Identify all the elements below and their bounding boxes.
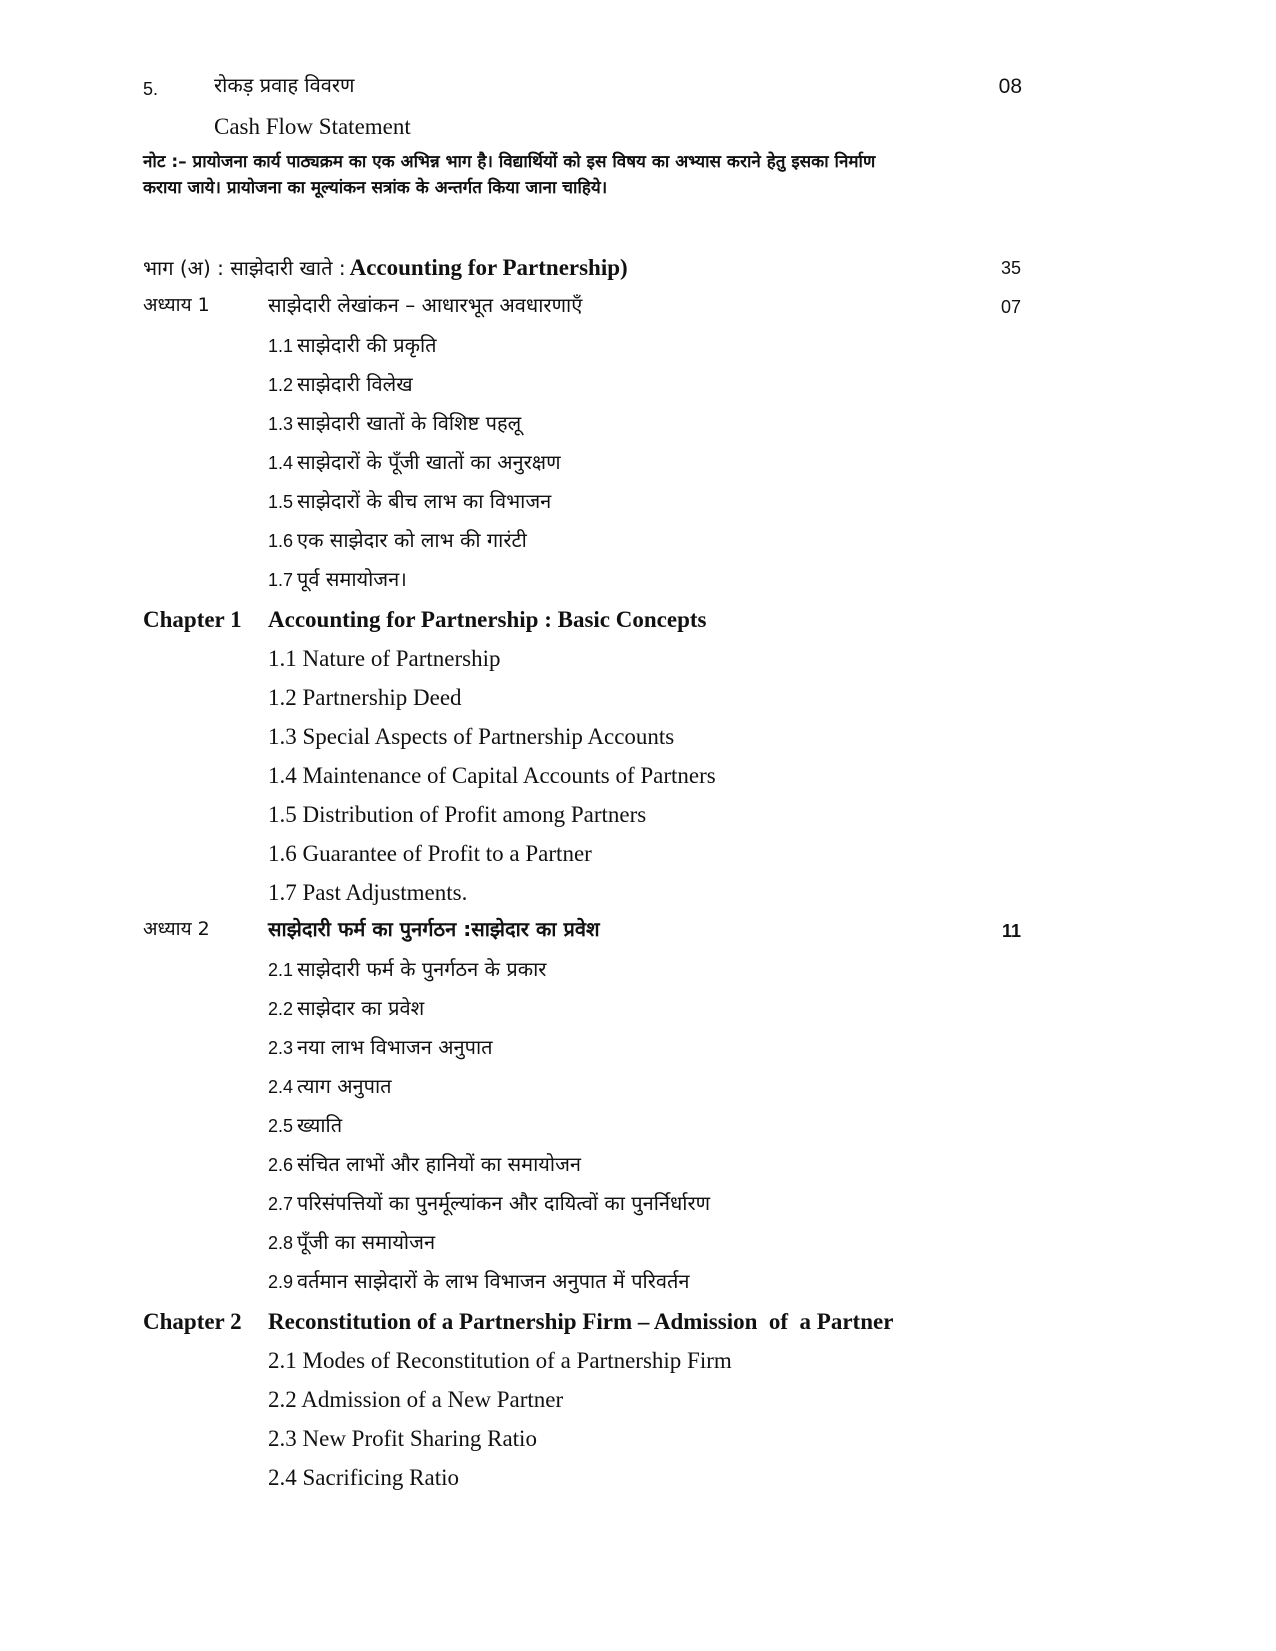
list-item: 2.1 Modes of Reconstitution of a Partnership Firm xyxy=(268,1348,732,1373)
list-item: 1.4 Maintenance of Capital Accounts of Partners xyxy=(268,763,716,788)
list-item: 1.4 साझेदारों के पूँजी खातों का अनुरक्षण xyxy=(268,450,561,474)
list-item: 2.2 Admission of a New Partner xyxy=(268,1387,564,1412)
list-item: 1.6 एक साझेदार को लाभ की गारंटी xyxy=(268,528,527,552)
chapter-1-title-hindi: साझेदारी लेखांकन – आधारभूत अवधारणाएँ xyxy=(268,293,583,317)
chapter-2-title-english: Reconstitution of a Partnership Firm – Admission of a Partner xyxy=(268,1309,894,1334)
list-item: 2.7 परिसंपत्तियों का पुनर्मूल्यांकन और दायित्वों का पुनर्निर्धारण xyxy=(268,1191,711,1215)
list-item: 1.5 साझेदारों के बीच लाभ का विभाजन xyxy=(268,489,552,513)
item-title-hindi: रोकड़ प्रवाह विवरण xyxy=(214,73,355,97)
part-heading xyxy=(143,256,628,279)
chapter-1-label-english: Chapter 1 xyxy=(143,607,242,632)
list-item: 1.7 Past Adjustments. xyxy=(268,880,468,905)
list-item: 2.1 साझेदारी फर्म के पुनर्गठन के प्रकार xyxy=(268,957,547,981)
list-item: 2.4 Sacrificing Ratio xyxy=(268,1465,459,1490)
list-item: 1.3 साझेदारी खातों के विशिष्ट पहलू xyxy=(268,411,522,435)
list-item: 1.3 Special Aspects of Partnership Accounts xyxy=(268,724,675,749)
list-item: 2.9 वर्तमान साझेदारों के लाभ विभाजन अनुपात में परिवर्तन xyxy=(268,1269,690,1293)
part-label-english: Accounting for Partnership) xyxy=(349,255,628,280)
chapter-2-label-hindi: अध्याय 2 xyxy=(143,918,210,940)
list-item: 2.3 New Profit Sharing Ratio xyxy=(268,1426,537,1451)
list-item: 2.5 ख्याति xyxy=(268,1113,343,1137)
chapter-2-label-english: Chapter 2 xyxy=(143,1309,242,1334)
item-number: 5. xyxy=(143,79,159,99)
list-item: 2.2 साझेदार का प्रवेश xyxy=(268,996,425,1020)
list-item: 1.2 साझेदारी विलेख xyxy=(268,372,413,396)
part-label-hindi: भाग (अ) : साझेदारी खाते : xyxy=(143,256,346,280)
chapter-1-title-english: Accounting for Partnership : Basic Concepts xyxy=(268,607,707,632)
list-item: 2.6 संचित लाभों और हानियों का समायोजन xyxy=(268,1152,582,1176)
list-item: 2.4 त्याग अनुपात xyxy=(268,1074,392,1098)
list-item: 1.1 साझेदारी की प्रकृति xyxy=(268,333,437,357)
item-title-english: Cash Flow Statement xyxy=(214,114,411,139)
chapter-2-title-hindi: साझेदारी फर्म का पुनर्गठन :साझेदार का प्रवेश xyxy=(268,917,600,941)
note-line-1: नोट :– प्रायोजना कार्य पाठ्यक्रम का एक अभिन्न भाग है। विद्यार्थियों को इस विषय का अभ्यास कराने हेतु इसका निर्माण xyxy=(143,152,876,172)
list-item: 2.8 पूँजी का समायोजन xyxy=(268,1230,436,1254)
note-line-2: कराया जाये। प्रायोजना का मूल्यांकन सत्रांक के अन्तर्गत किया जाना चाहिये। xyxy=(143,178,608,198)
list-item: 1.1 Nature of Partnership xyxy=(268,646,501,671)
list-item: 1.5 Distribution of Profit among Partners xyxy=(268,802,647,827)
chapter-1-marks: 07 xyxy=(1000,297,1021,317)
list-item: 2.3 नया लाभ विभाजन अनुपात xyxy=(268,1035,493,1059)
list-item: 1.6 Guarantee of Profit to a Partner xyxy=(268,841,592,866)
item-marks: 08 xyxy=(998,75,1022,98)
list-item: 1.7 पूर्व समायोजन। xyxy=(268,567,407,591)
part-marks: 35 xyxy=(1000,258,1021,278)
list-item: 1.2 Partnership Deed xyxy=(268,685,462,710)
chapter-2-marks: 11 xyxy=(1001,921,1021,941)
chapter-1-label-hindi: अध्याय 1 xyxy=(143,294,210,316)
